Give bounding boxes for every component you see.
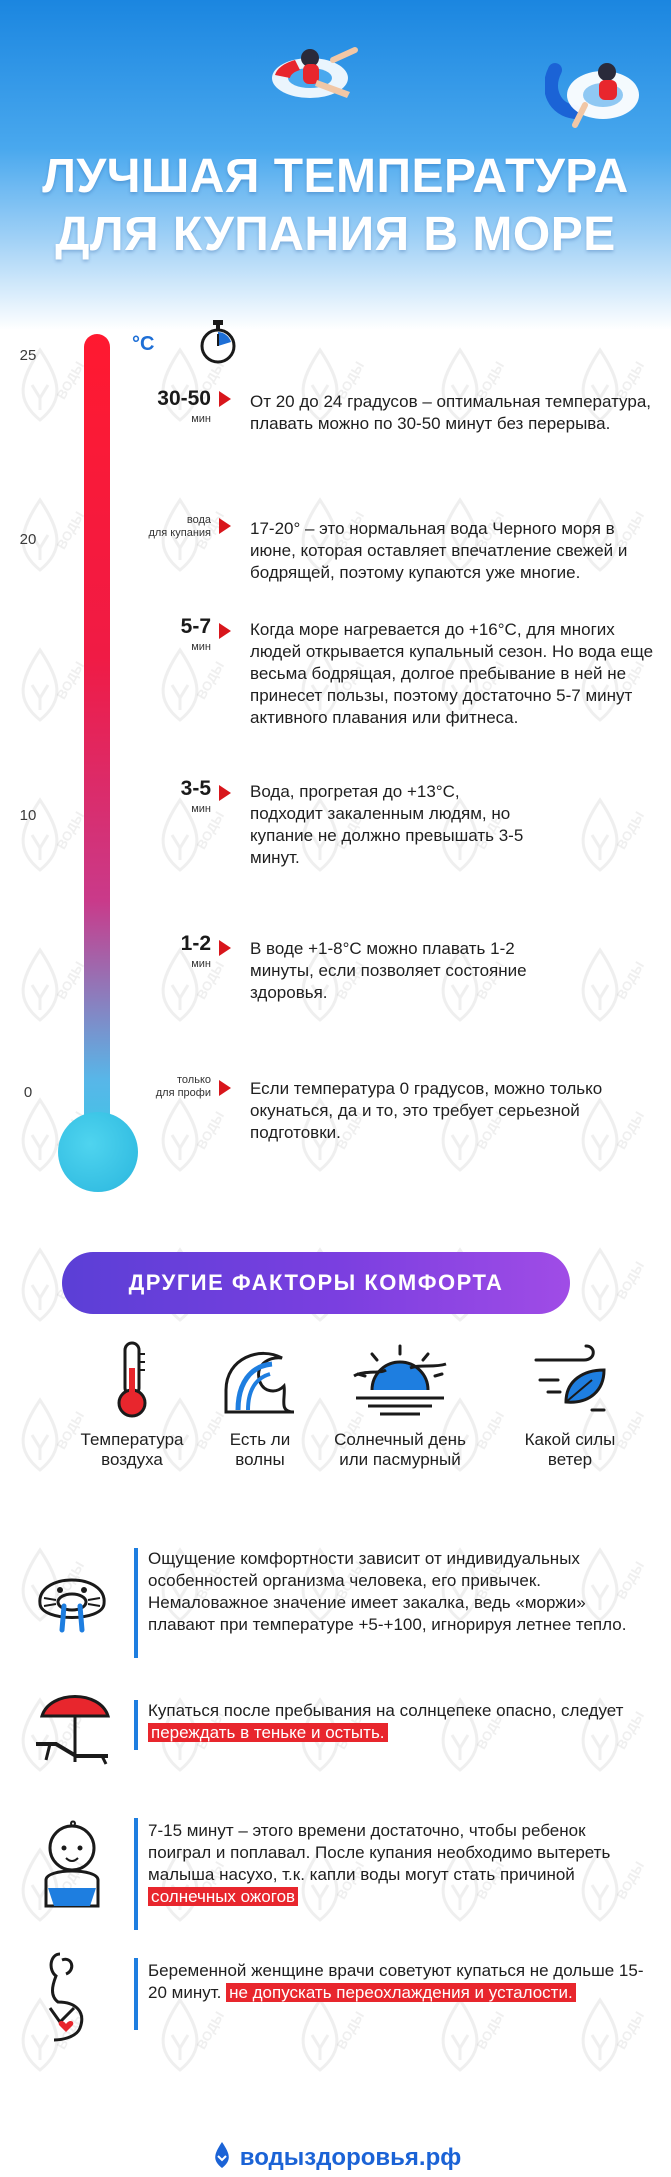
baby-icon: [30, 1818, 114, 1914]
pregnant-woman-icon: [36, 1946, 106, 2046]
sun-clouds-icon: [350, 1340, 450, 1420]
note-text: Купаться после пребывания на солнцепеке опасно, следует переждать в теньке и остыть.: [148, 1701, 624, 1742]
duration-unit: только для профи: [155, 1074, 211, 1099]
factor-item: [52, 1340, 212, 1470]
factors-title: ДРУГИЕ ФАКТОРЫ КОМФОРТА: [128, 1270, 504, 1295]
wave-icon: [220, 1340, 300, 1420]
entry-text: Когда море нагревается до +16°С, для многих людей открывается купальный сезон. Но вода еще весьма бодрящая, долгое пребывание в ней не принесет пользы, поэтому достаточно 5-7 минут активного плавания или фитнеса.: [250, 620, 654, 727]
pointer-arrow: [219, 1080, 231, 1096]
duration-unit: мин: [191, 641, 211, 653]
thermometer-tube: [84, 334, 110, 1144]
note-text: Беременной женщине врачи советуют купаться не дольше 15-20 минут. не допускать переохлаждения и усталости.: [148, 1961, 644, 2002]
duration-unit: мин: [191, 803, 211, 815]
duration-unit: мин: [191, 413, 211, 425]
duration-value: 5-7: [180, 615, 211, 638]
thermometer-icon: [112, 1340, 152, 1420]
footer: [0, 2140, 671, 2177]
pointer-arrow: [219, 940, 231, 956]
scale-label: 25: [19, 347, 37, 364]
duration-value: 1-2: [180, 932, 211, 955]
entry-text: В воде +1-8°С можно плавать 1-2 минуты, если позволяет состояние здоровья.: [250, 939, 527, 1002]
swimmer-ring-right-icon: [545, 50, 655, 140]
duration-value: 3-5: [180, 777, 211, 800]
note-highlight: не допускать переохлаждения и усталости.: [226, 1983, 576, 2002]
page-title: [0, 148, 671, 264]
title-line-1: ЛУЧШАЯ ТЕМПЕРАТУРА: [42, 150, 629, 203]
walrus-icon: [30, 1554, 114, 1634]
factor-label: Температура воздуха: [80, 1430, 184, 1469]
note-bar: [134, 1548, 138, 1658]
factor-label: Какой силы ветер: [524, 1430, 616, 1469]
duration-unit: вода для купания: [148, 514, 211, 539]
duration-unit: мин: [191, 958, 211, 970]
unit-label: °C: [132, 333, 155, 355]
swimmer-ring-left-icon: [255, 30, 365, 110]
entry-text: 17-20° – это нормальная вода Черного моря в июне, которая оставляет впечатление свежей и бодрящей, поэтому купаются уже многие.: [250, 519, 628, 582]
entry-text: От 20 до 24 градусов – оптимальная температура, плавать можно по 30-50 минут без перерыва.: [250, 392, 651, 433]
factors-title-pill: [62, 1252, 570, 1314]
note-text: Ощущение комфортности зависит от индивидуальных особенностей организма человека, его привычек. Немаловажное значение имеет закалка, ведь «моржи» плавают при температуре +5-+100, игнорируя летнее тепло.: [148, 1549, 627, 1634]
pointer-arrow: [219, 518, 231, 534]
entry-text: Если температура 0 градусов, можно только окунаться, да и то, это требует серьезной подготовки.: [250, 1079, 603, 1142]
pointer-arrow: [219, 391, 231, 407]
stopwatch-icon: [198, 318, 238, 366]
entry-text: Вода, прогретая до +13°С, подходит закаленным людям, но купание не должно превышать 3-5 минут.: [250, 782, 524, 867]
thermometer-bulb: [58, 1112, 138, 1192]
factor-item: [320, 1340, 480, 1470]
scale-label: 20: [19, 531, 37, 548]
beach-umbrella-icon: [30, 1686, 120, 1766]
scale-label: 0: [23, 1084, 33, 1101]
factor-item: [200, 1340, 320, 1470]
note-highlight: солнечных ожогов: [148, 1887, 298, 1906]
title-line-2: ДЛЯ КУПАНИЯ В МОРЕ: [55, 208, 616, 261]
note-bar: [134, 1958, 138, 2030]
note-bar: [134, 1700, 138, 1750]
scale-label: 10: [19, 807, 37, 824]
duration-value: 30-50: [157, 387, 211, 410]
wind-leaf-icon: [530, 1340, 610, 1420]
pointer-arrow: [219, 623, 231, 639]
note-bar: [134, 1818, 138, 1930]
water-drop-logo-icon: [210, 2140, 234, 2177]
factor-label: Солнечный день или пасмурный: [334, 1430, 466, 1469]
factor-item: [505, 1340, 635, 1470]
note-text: 7-15 минут – этого времени достаточно, чтобы ребенок поиграл и поплавал. После купания необходимо вытереть малыша насухо, т.к. капли воды могут стать причиной солнечных ожогов: [148, 1821, 611, 1906]
header-banner: [0, 0, 671, 330]
note-highlight: переждать в теньке и остыть.: [148, 1723, 388, 1742]
site-link[interactable]: водыздоровья.рф: [239, 2143, 462, 2171]
pointer-arrow: [219, 785, 231, 801]
factor-label: Есть ли волны: [229, 1430, 291, 1469]
